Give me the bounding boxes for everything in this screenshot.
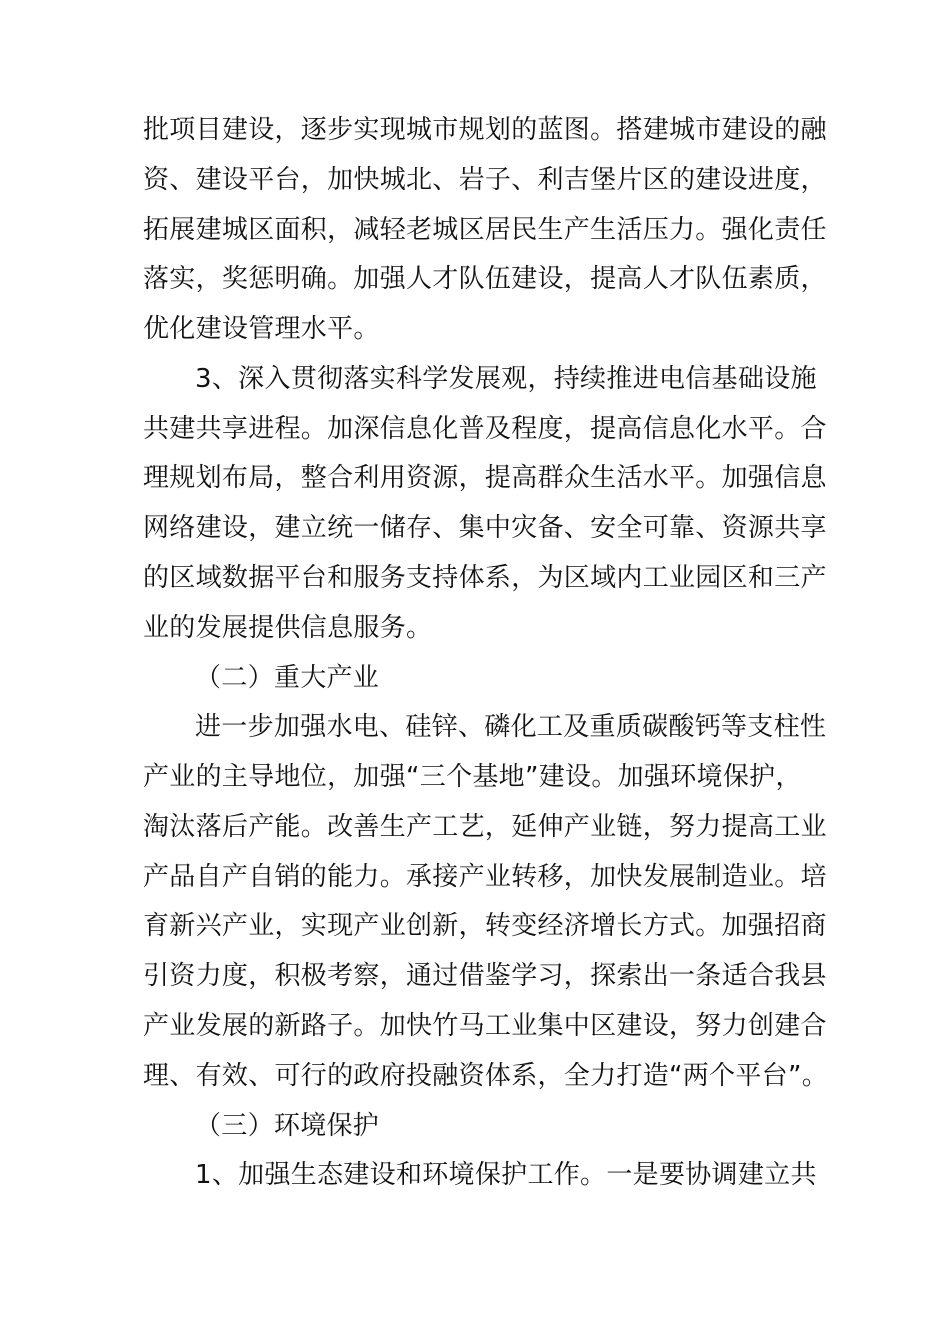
text-line: 理、有效、可行的政府投融资体系，全力打造“两个平台”。 <box>143 1061 829 1091</box>
text-line: 引资力度，积极考察，通过借鉴学习，探索出一条适合我县 <box>143 961 827 991</box>
paragraph-start-line: 3、深入贯彻落实科学发展观，持续推进电信基础设施 <box>195 364 817 394</box>
text-line: 产业的主导地位，加强“三个基地”建设。加强环境保护， <box>143 762 802 792</box>
text-line: 落实，奖惩明确。加强人才队伍建设，提高人才队伍素质， <box>143 264 827 294</box>
text-line: 拓展建城区面积，减轻老城区居民生产生活压力。强化责任 <box>143 215 827 245</box>
text-line: 淘汰落后产能。改善生产工艺，延伸产业链，努力提高工业 <box>143 812 827 842</box>
text-line: 业的发展提供信息服务。 <box>143 613 433 643</box>
text-line: 优化建设管理水平。 <box>143 314 380 344</box>
text-line: 共建共享进程。加深信息化普及程度，提高信息化水平。合 <box>143 414 827 444</box>
paragraph-start-line: 1、加强生态建设和环境保护工作。一是要协调建立共 <box>195 1160 817 1190</box>
section-heading: （三）环境保护 <box>195 1111 380 1141</box>
text-line: 育新兴产业，实现产业创新，转变经济增长方式。加强招商 <box>143 911 827 941</box>
text-line: 理规划布局，整合利用资源，提高群众生活水平。加强信息 <box>143 463 827 493</box>
text-line: 资、建设平台，加快城北、岩子、利吉堡片区的建设进度， <box>143 165 827 195</box>
text-line: 产业发展的新路子。加快竹马工业集中区建设，努力创建合 <box>143 1011 827 1041</box>
text-line: 的区域数据平台和服务支持体系，为区域内工业园区和三产 <box>143 563 827 593</box>
text-line: 产品自产自销的能力。承接产业转移，加快发展制造业。培 <box>143 862 827 892</box>
section-heading: （二）重大产业 <box>195 663 380 693</box>
text-line: 网络建设，建立统一储存、集中灾备、安全可靠、资源共享 <box>143 513 827 543</box>
paragraph-start-line: 进一步加强水电、硅锌、磷化工及重质碳酸钙等支柱性 <box>195 712 827 742</box>
text-line: 批项目建设，逐步实现城市规划的蓝图。搭建城市建设的融 <box>143 115 827 145</box>
